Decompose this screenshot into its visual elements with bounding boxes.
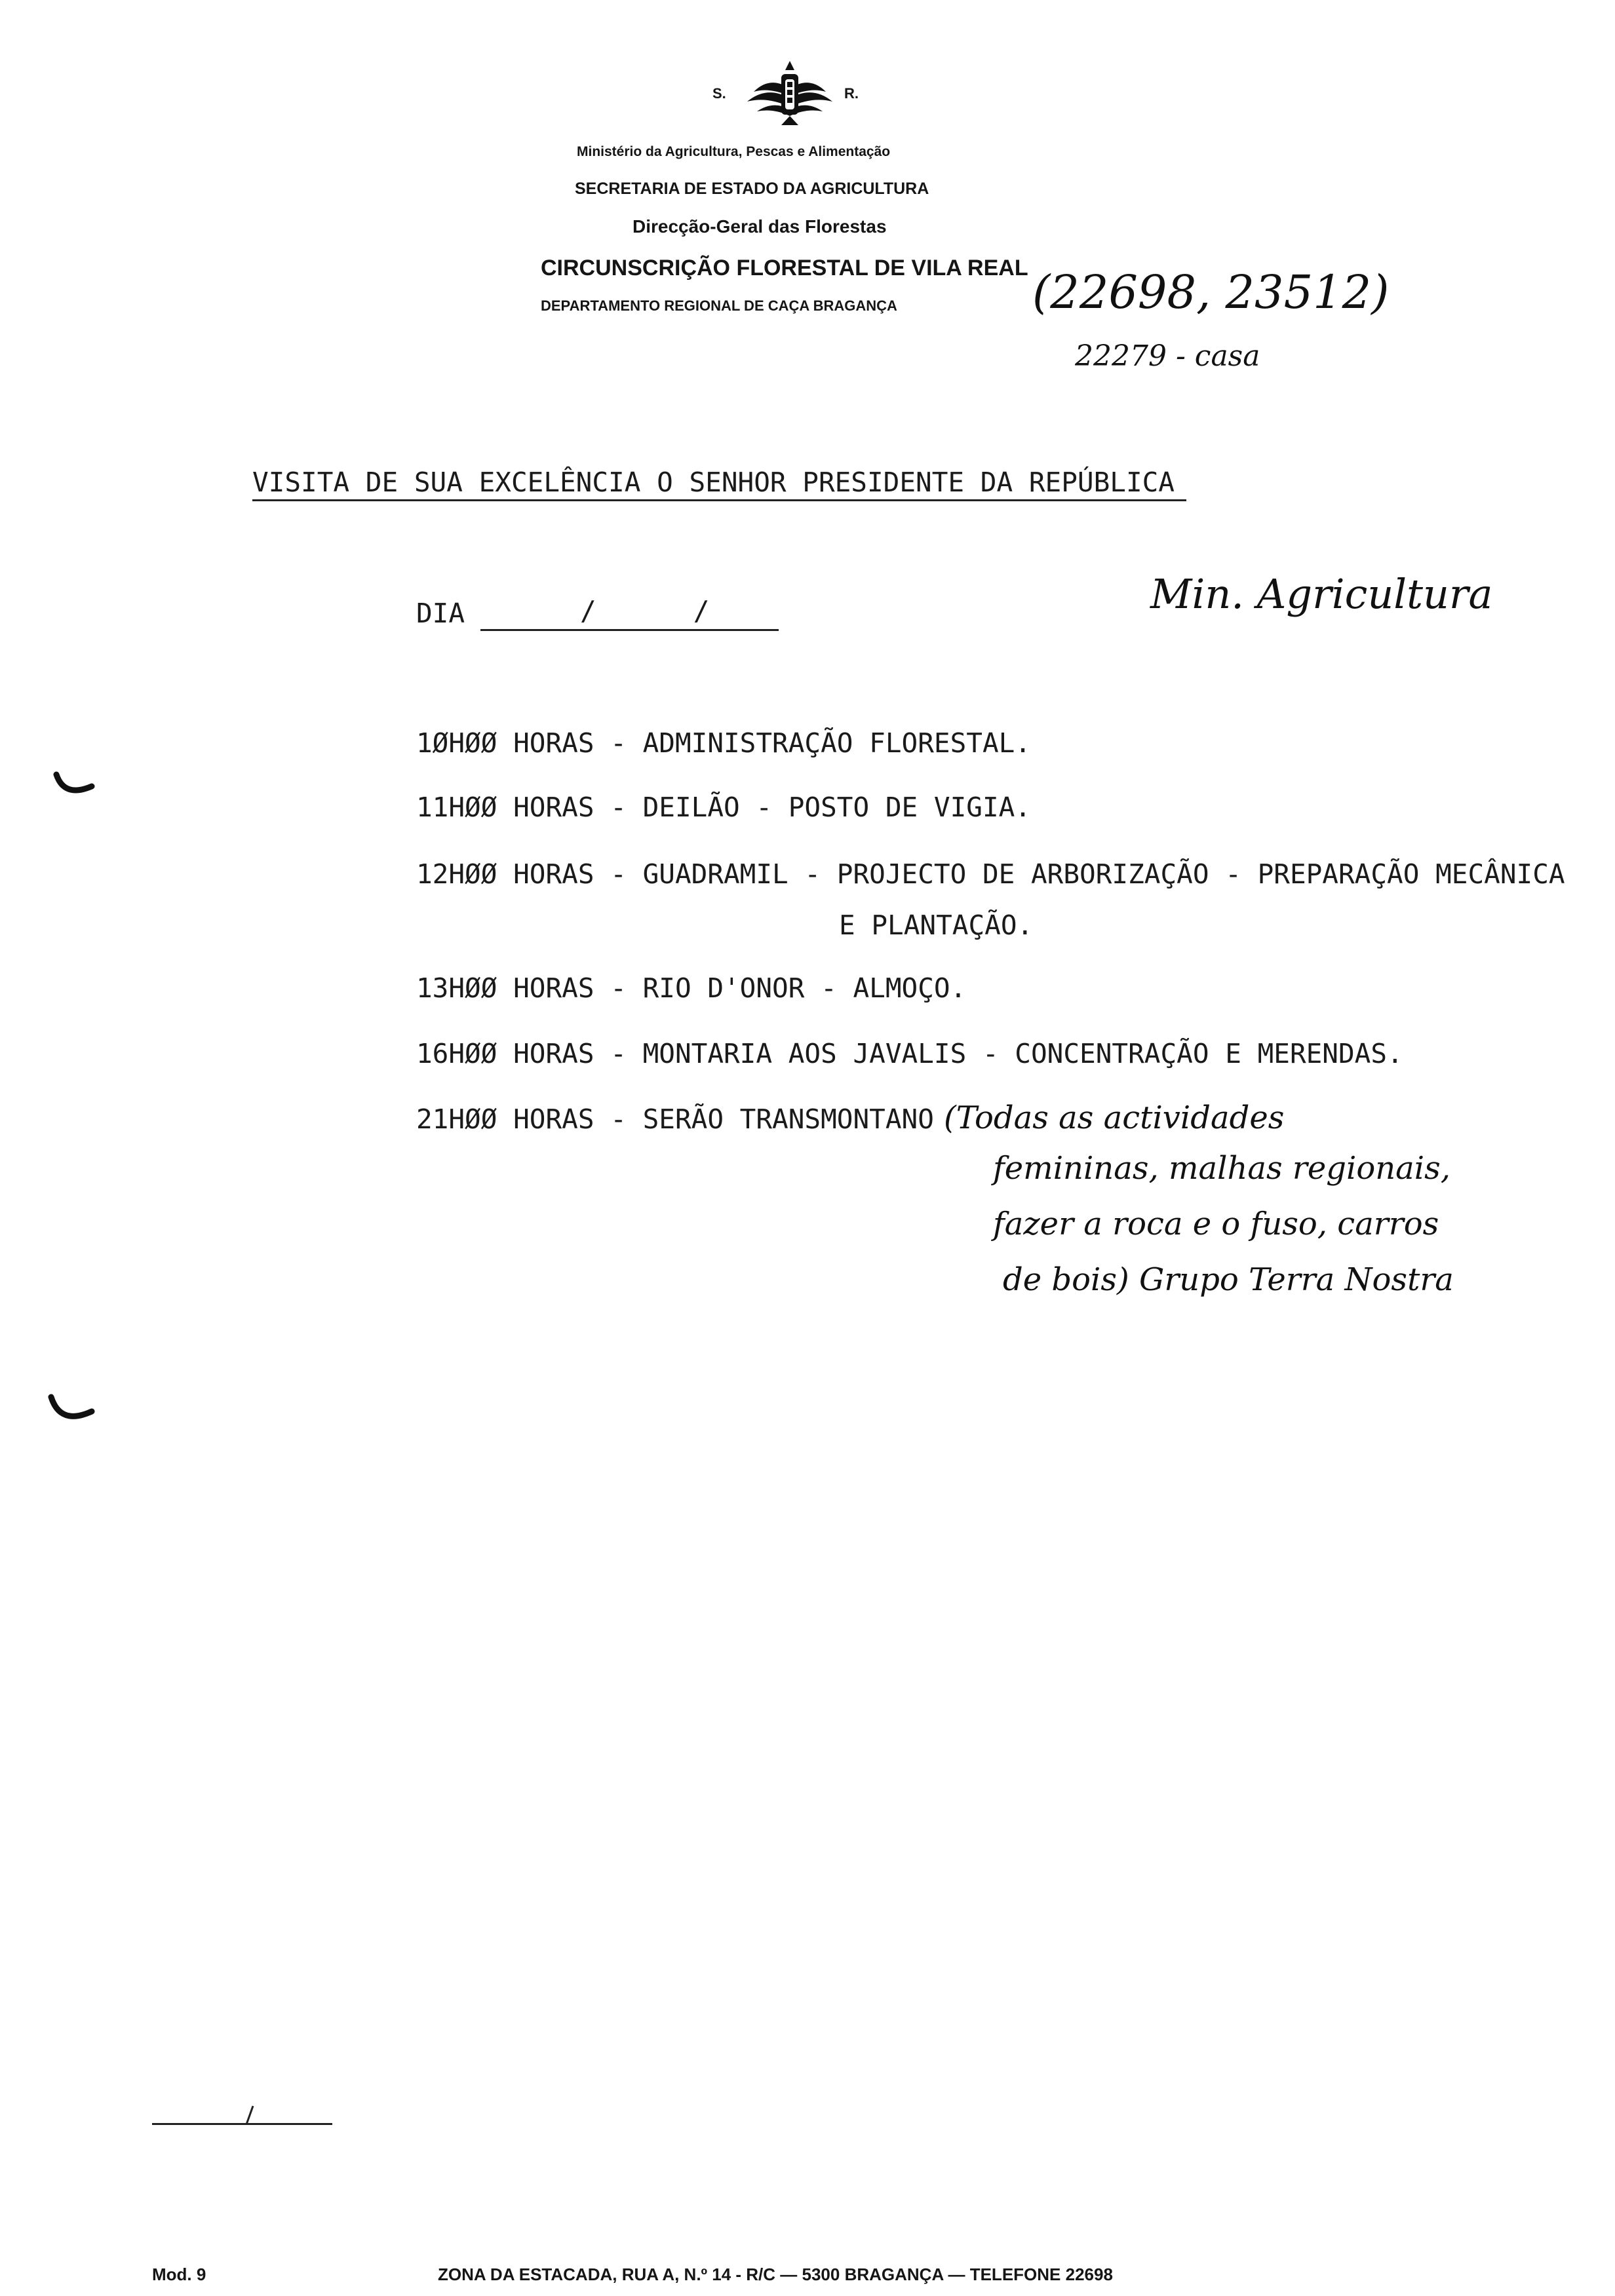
- date-underline: [480, 629, 779, 631]
- document-title: VISITA DE SUA EXCELÊNCIA O SENHOR PRESIDENTE DA REPÚBLICA: [252, 467, 1175, 498]
- schedule-item-12h-continuation: E PLANTAÇÃO.: [839, 909, 1034, 941]
- secretariat-name: SECRETARIA DE ESTADO DA AGRICULTURA: [575, 180, 929, 198]
- ministry-name: Ministério da Agricultura, Pescas e Alimentação: [577, 144, 891, 159]
- handwritten-serao-note-line-1: (Todas as actividades: [944, 1100, 1285, 1136]
- circunscricao-name: CIRCUNSCRIÇÃO FLORESTAL DE VILA REAL: [541, 256, 1028, 280]
- binder-hole-mark: [51, 767, 97, 806]
- handwritten-serao-note-line-3: fazer a roca e o fuso, carros: [993, 1206, 1439, 1242]
- handwritten-serao-note-line-4: de bois) Grupo Terra Nostra: [1003, 1261, 1454, 1298]
- handwritten-ministry-note: Min. Agricultura: [1150, 570, 1493, 618]
- handwritten-reference-secondary: 22279 - casa: [1075, 339, 1260, 373]
- emblem-right-letter: R.: [844, 85, 859, 102]
- date-label: DIA: [416, 598, 465, 629]
- bottom-date-slash: [243, 2105, 256, 2126]
- emblem-left-letter: S.: [712, 85, 726, 102]
- handwritten-reference-numbers: (22698, 23512): [1032, 265, 1390, 319]
- model-number: Mod. 9: [152, 2265, 206, 2284]
- binder-hole-mark: [46, 1389, 98, 1432]
- directorate-name: Direcção-Geral das Florestas: [632, 216, 887, 237]
- schedule-item-12h: 12HØØ HORAS - GUADRAMIL - PROJECTO DE ARBORIZAÇÃO - PREPARAÇÃO MECÂNICA: [416, 858, 1565, 890]
- coat-of-arms-emblem: [741, 56, 839, 128]
- handwritten-serao-note-line-2: femininas, malhas regionais,: [993, 1150, 1450, 1187]
- schedule-item-16h: 16HØØ HORAS - MONTARIA AOS JAVALIS - CONCENTRAÇÃO E MERENDAS.: [416, 1038, 1403, 1069]
- title-underline: [252, 499, 1186, 501]
- schedule-item-10h: 1ØHØØ HORAS - ADMINISTRAÇÃO FLORESTAL.: [416, 727, 1031, 759]
- date-slashes: / /: [580, 595, 710, 626]
- schedule-item-13h: 13HØØ HORAS - RIO D'ONOR - ALMOÇO.: [416, 972, 967, 1004]
- footer-address: ZONA DA ESTACADA, RUA A, N.º 14 - R/C — 5300 BRAGANÇA — TELEFONE 22698: [438, 2265, 1113, 2284]
- schedule-item-21h: 21HØØ HORAS - SERÃO TRANSMONTANO: [416, 1103, 934, 1135]
- schedule-item-11h: 11HØØ HORAS - DEILÃO - POSTO DE VIGIA.: [416, 792, 1031, 823]
- department-name: DEPARTAMENTO REGIONAL DE CAÇA BRAGANÇA: [541, 297, 897, 314]
